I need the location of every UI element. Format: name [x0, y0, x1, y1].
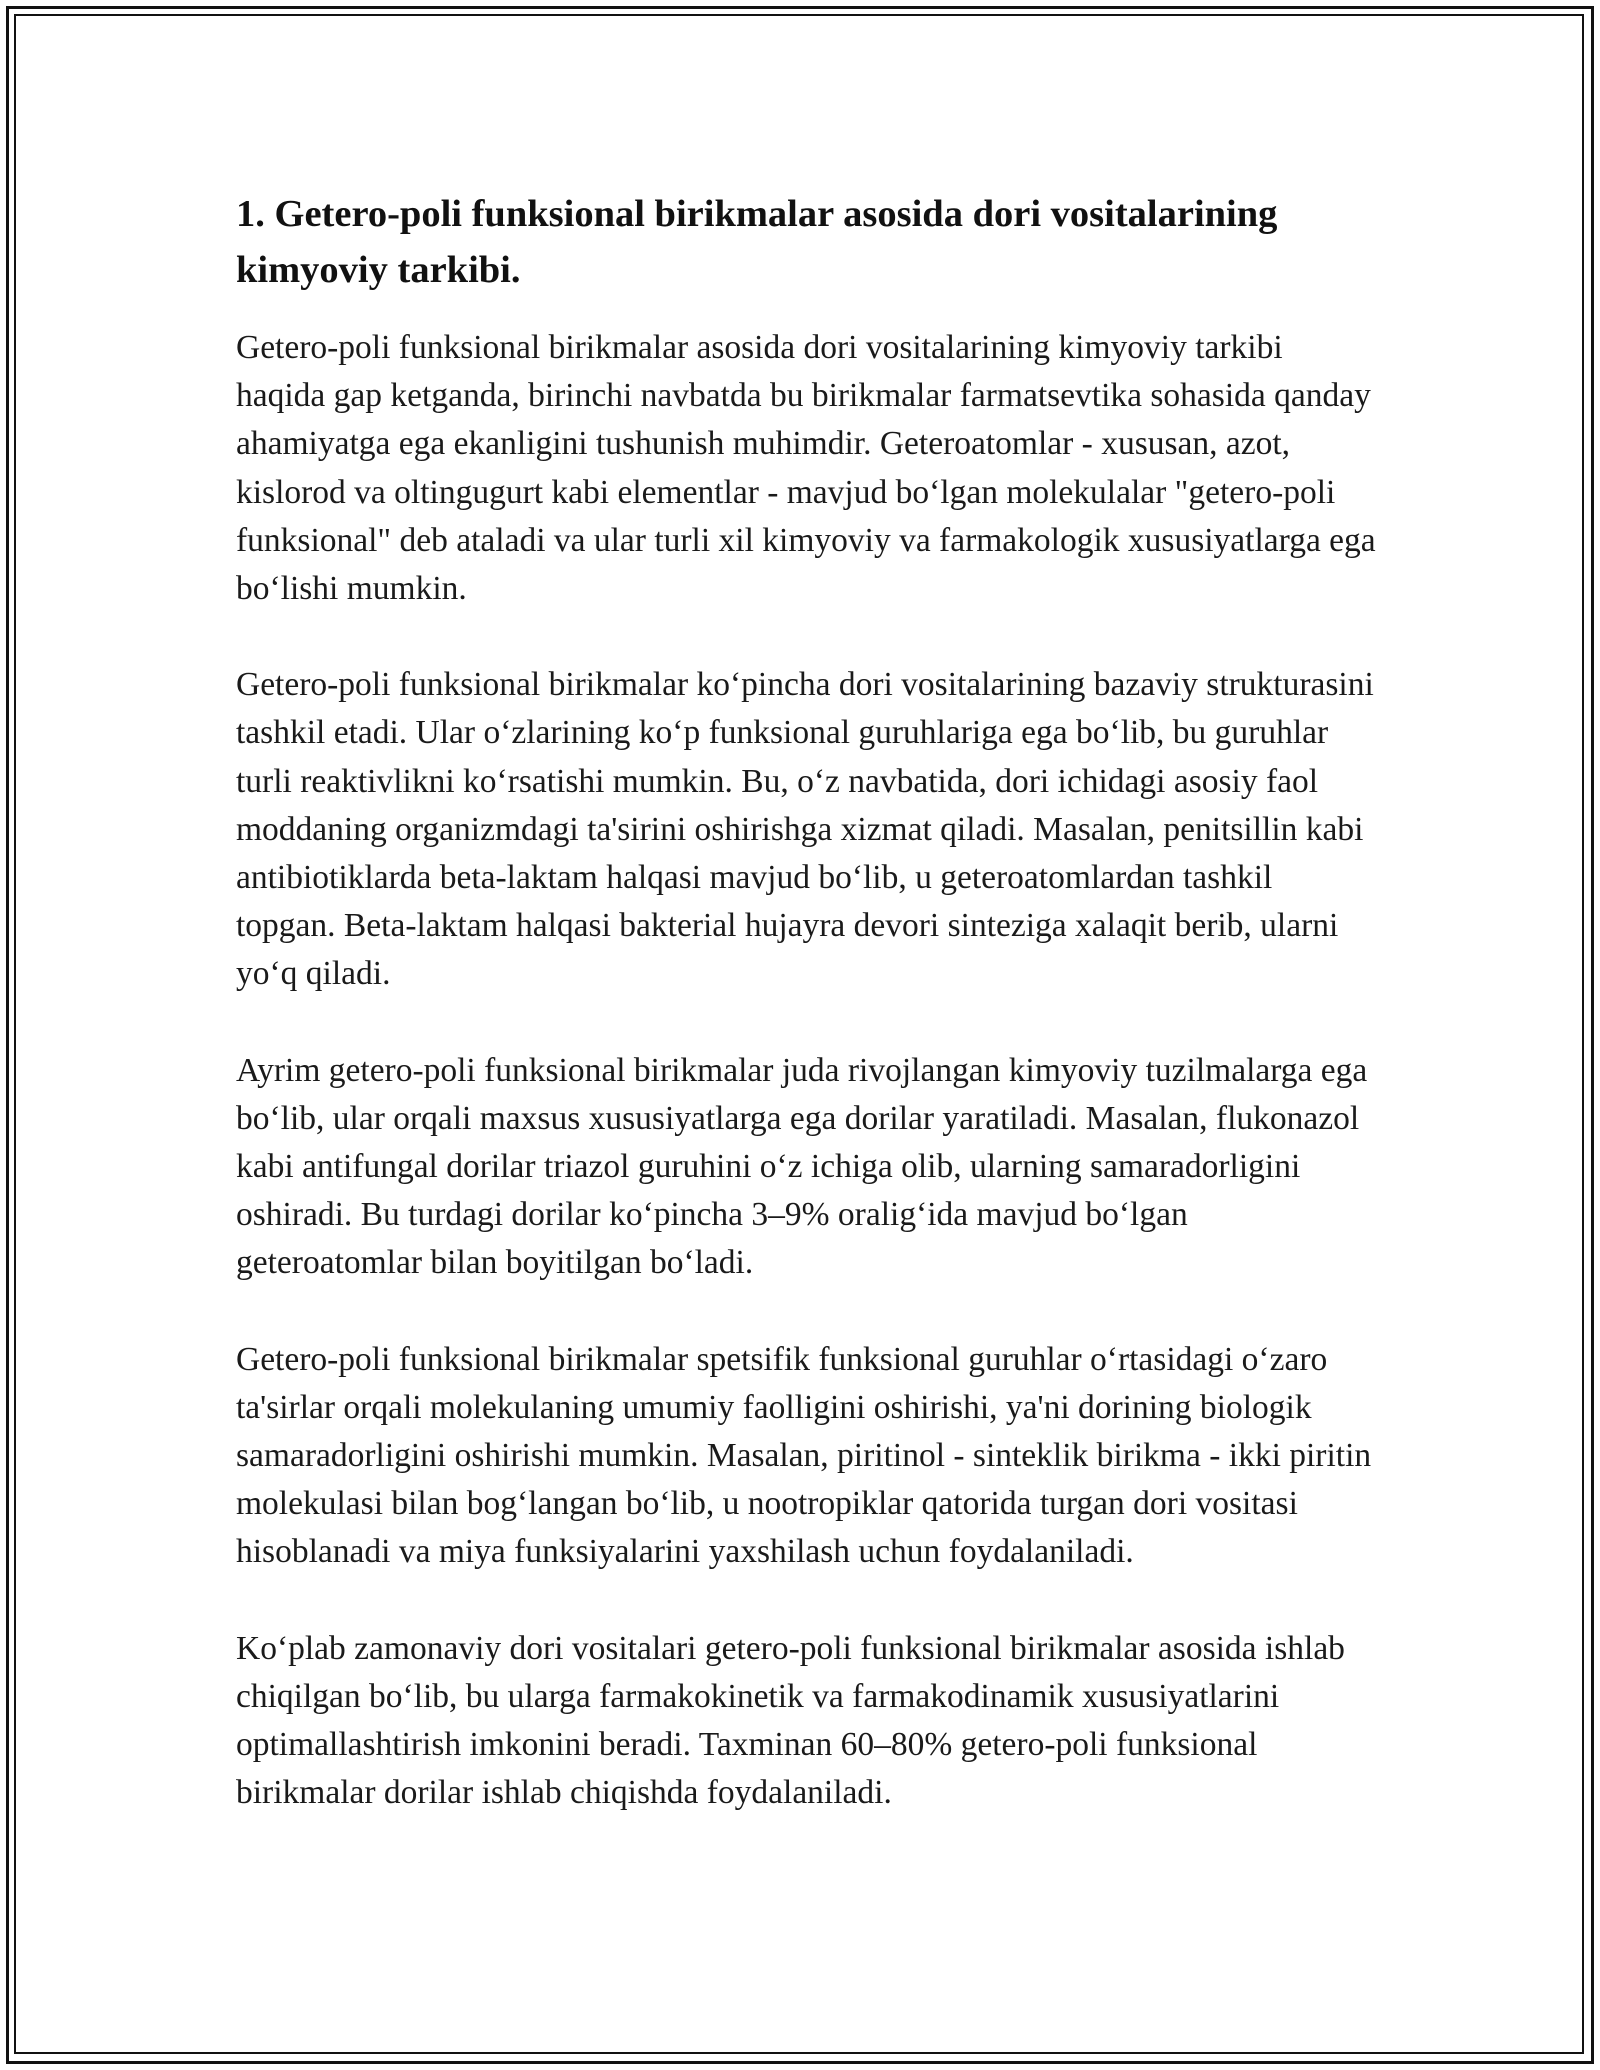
- document-title: 1. Getero-poli funksional birikmalar asosida dori vositalarining kimyoviy tarkibi.: [236, 193, 1278, 291]
- paragraph-1: Getero-poli funksional birikmalar asosida dori vositalarining kimyoviy tarkibi haqida gap ketganda, birinchi navbatda bu birikmalar farmatsevtika sohasida qanday ahamiyatga ega ekanligini tushunish muhimdir. Geteroatomlar - xususan, azot, kislorod va oltingugurt kabi elementlar - mavjud bo‘lgan molekulalar "getero-poli funksional" deb ataladi va ular turli xil kimyoviy va farmakologik xususiyatlarga ega bo‘lishi mumkin.: [236, 329, 1376, 608]
- paragraph-2: Getero-poli funksional birikmalar ko‘pincha dori vositalarining bazaviy strukturasini tashkil etadi. Ular o‘zlarining ko‘p funksional guruhlariga ega bo‘lib, bu guruhlar turli reaktivlikni ko‘rsatishi mumkin. Bu, o‘z navbatida, dori ichidagi asosiy faol moddaning organizmdagi ta'sirini oshirishga xizmat qiladi. Masalan, penitsillin kabi antibiotiklarda beta-laktam halqasi mavjud bo‘lib, u geteroatomlardan tashkil topgan. Beta-laktam halqasi bakterial hujayra devori sinteziga xalaqit berib, ularni yo‘q qiladi.: [236, 666, 1374, 993]
- paragraph-4: Getero-poli funksional birikmalar spetsifik funksional guruhlar o‘rtasidagi o‘zaro ta'sirlar orqali molekulaning umumiy faolligini oshirishi, ya'ni dorining biologik samaradorligini oshirishi mumkin. Masalan, piritinol - sinteklik birikma - ikki piritin molekulasi bilan bog‘langan bo‘lib, u nootropiklar qatorida turgan dori vositasi hisoblanadi va miya funksiyalarini yaxshilash uchun foydalaniladi.: [236, 1340, 1372, 1571]
- paragraph-3: Ayrim getero-poli funksional birikmalar juda rivojlangan kimyoviy tuzilmalarga ega bo‘lib, ular orqali maxsus xususiyatlarga ega dorilar yaratiladi. Masalan, flukonazol kabi antifungal dorilar triazol guruhini o‘z ichiga olib, ularning samaradorligini oshiradi. Bu turdagi dorilar ko‘pincha 3–9% oralig‘ida mavjud bo‘lgan geteroatomlar bilan boyitilgan bo‘ladi.: [236, 1051, 1368, 1282]
- document-body: [236, 186, 1376, 1865]
- paragraph-5: Ko‘plab zamonaviy dori vositalari getero-poli funksional birikmalar asosida ishlab chiqilgan bo‘lib, bu ularga farmakokinetik va farmakodinamik xususiyatlarini optimallashtirish imkonini beradi. Taxminan 60–80% getero-poli funksional birikmalar dorilar ishlab chiqishda foydalaniladi.: [236, 1629, 1345, 1812]
